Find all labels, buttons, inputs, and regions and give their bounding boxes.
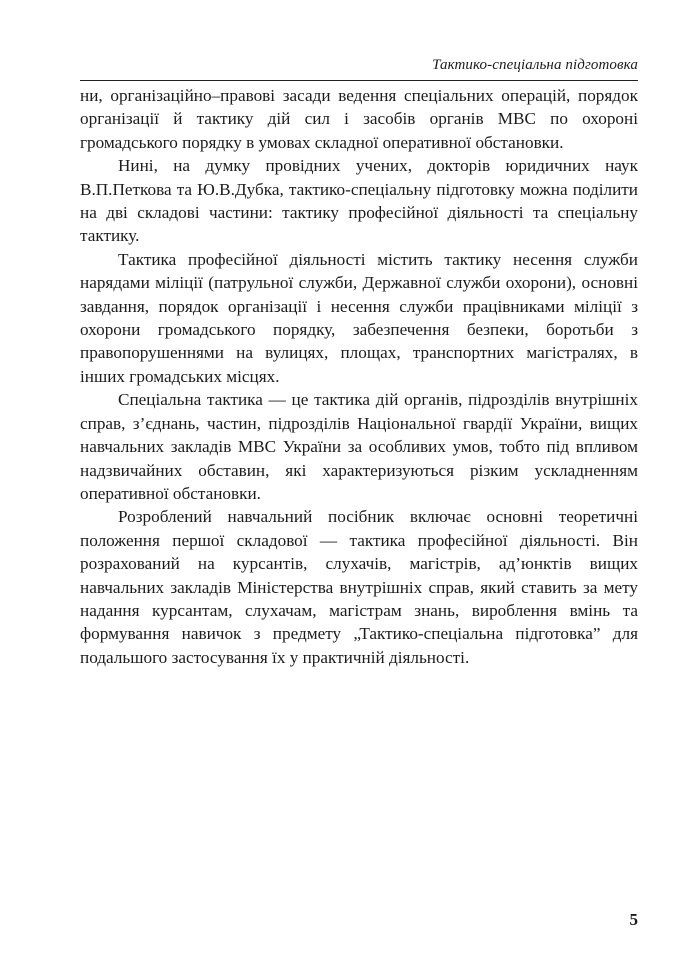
paragraph-tactics-division: Нині, на думку провідних учених, докторів юридичних наук В.П.Петкова та Ю.В.Дубка, тактико-спеціальну підготовку можна поділити на дві складові частини: тактику професійної діяльності та спеціальну тактику.	[80, 156, 638, 246]
paragraph-special-tactics: Спеціальна тактика — це тактика дій органів, підрозділів внутрішніх справ, з’єднань, частин, підрозділів Національної гвардії України, вищих навчальних закладів МВС України за особливих умов, тобто під впливом надзвичайних обставин, які характеризуються різким ускладненням оперативної обстановки.	[80, 390, 638, 503]
paragraph-manual-purpose: Розроблений навчальний посібник включає основні теоретичні положення першої складової — тактика професійної діяльності. Він розрахований на курсантів, слухачів, магістрів, ад’юнктів вищих навчальних закладів Міністерства внутрішніх справ, який ставить за мету надання курсантам, слухачам, магістрам знань, вироблення вмінь та формування навичок з предмету „Тактико-спеціальна підготовка” для подальшого застосування їх у практичній діяльності.	[80, 507, 638, 667]
paragraph-continuation: ни, організаційно–правові засади ведення спеціальних операцій, порядок організації й тактику дій сил і засобів органів МВС по охороні громадського порядку в умовах складної оперативної обстановки.	[80, 86, 638, 152]
paragraph-professional-tactics: Тактика професійної діяльності містить тактику несення служби нарядами міліції (патрульної служби, Державної служби охорони), основні завдання, порядок організації і несення служби працівниками міліції з охорони громадського порядку, забезпечення безпеки, боротьби з правопорушеннями на вулицях, площах, транспортних магістралях, в інших громадських місцях.	[80, 249, 638, 386]
header-rule	[80, 80, 638, 81]
body-text	[80, 84, 638, 669]
page-number: 5	[629, 910, 638, 929]
running-header: Тактико-спеціальна підготовка	[432, 57, 638, 73]
